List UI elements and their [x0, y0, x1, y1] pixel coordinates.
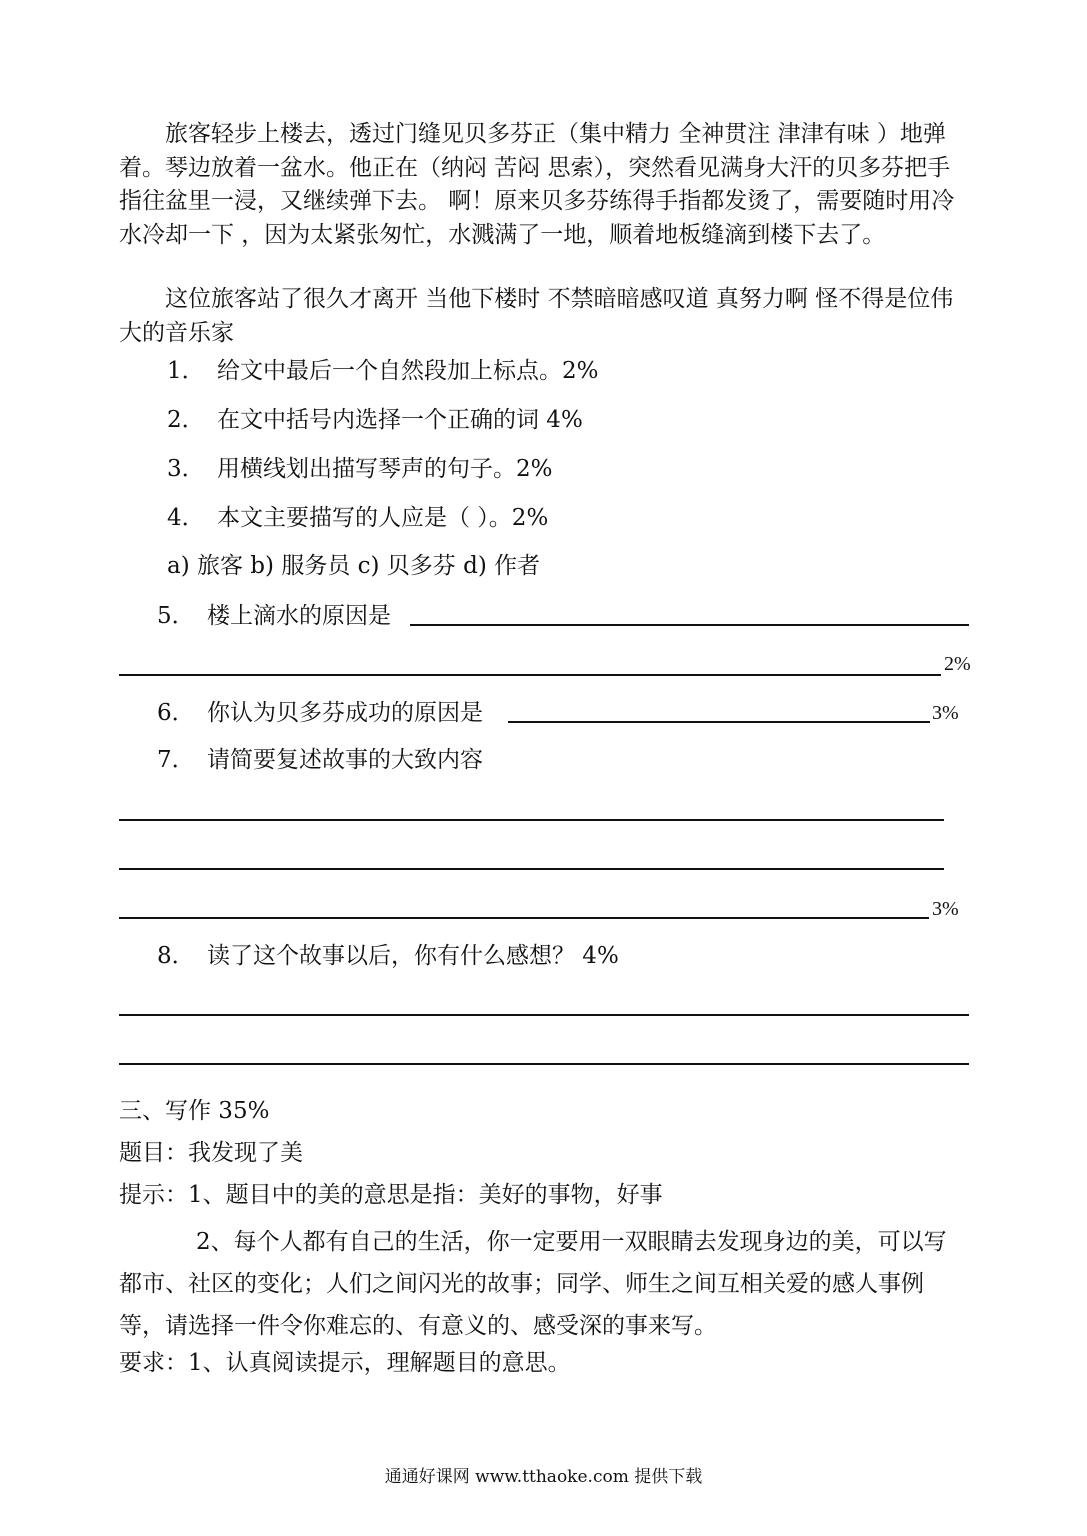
answer-line[interactable]: [119, 674, 941, 676]
answer-line[interactable]: [119, 868, 944, 870]
question-7: [157, 745, 483, 775]
question-4-options: a) 旅客 b) 服务员 c) 贝多芬 d) 作者: [167, 553, 541, 579]
passage-paragraph-2: 这位旅客站了很久才离开 当他下楼时 不禁暗暗感叹道 真努力啊 怪不得是位伟大的音乐家: [119, 286, 954, 346]
score-label: 3%: [932, 702, 959, 724]
question-text: 你认为贝多芬成功的原因是: [207, 700, 483, 726]
question-1: [167, 356, 599, 386]
question-number: 4．: [167, 505, 205, 531]
question-4: [167, 503, 548, 533]
question-text: 在文中括号内选择一个正确的词 4%: [217, 407, 583, 433]
footer: 通通好课网 www.tthaoke.com 提供下载: [384, 1467, 703, 1487]
question-6: [157, 698, 483, 728]
question-3: [167, 454, 553, 484]
question-text: 用横线划出描写琴声的句子。2%: [217, 456, 553, 482]
question-number: 1．: [167, 358, 205, 384]
writing-heading: 三、写作 35%: [119, 1098, 270, 1124]
passage-paragraph-1: 旅客轻步上楼去，透过门缝见贝多芬正（集中精力 全神贯注 津津有味 ）地弹着。琴边放着一盆水。他正在（纳闷 苦闷 思索），突然看见满身大汗的贝多芬把手指往盆里一浸，又继续弹下去。 啊！原来贝多芬练得手指都发烫了，需要随时用冷水冷却一下 ，因为太紧张匆忙，水溅满了一地，顺着地板缝滴到楼下去了。: [119, 121, 955, 248]
question-number: 3．: [167, 456, 205, 482]
answer-line[interactable]: [410, 624, 969, 626]
question-2: [167, 405, 583, 435]
writing-hint-2: 2、每个人都有自己的生活，你一定要用一双眼睛去发现身边的美，可以写都市、社区的变化；人们之间闪光的故事；同学、师生之间互相关爱的感人事例等，请选择一件令你难忘的、有意义的、感受深的事来写。: [119, 1229, 947, 1339]
answer-line[interactable]: [119, 1014, 969, 1016]
question-text: 给文中最后一个自然段加上标点。2%: [217, 358, 599, 384]
writing-title: 题目：我发现了美: [119, 1140, 303, 1166]
score-label: 2%: [944, 653, 971, 675]
writing-hint-1: 提示：1、题目中的美的意思是指：美好的事物，好事: [119, 1182, 663, 1208]
question-text: 本文主要描写的人应是（ ）。2%: [217, 505, 549, 531]
question-number: 6．: [157, 700, 195, 726]
answer-line[interactable]: [119, 819, 944, 821]
question-text: 楼上滴水的原因是: [207, 603, 391, 629]
question-number: 2．: [167, 407, 205, 433]
score-label: 3%: [932, 898, 959, 920]
answer-line[interactable]: [119, 917, 929, 919]
question-8: [157, 941, 619, 971]
answer-line[interactable]: [119, 1063, 969, 1065]
question-text: 请简要复述故事的大致内容: [207, 747, 483, 773]
writing-requirement-1: 要求：1、认真阅读提示，理解题目的意思。: [119, 1350, 571, 1376]
question-number: 5．: [157, 603, 195, 629]
question-number: 7．: [157, 747, 195, 773]
question-number: 8．: [157, 943, 195, 969]
question-5: [157, 601, 391, 631]
question-text: 读了这个故事以后，你有什么感想？ 4%: [207, 943, 619, 969]
answer-line[interactable]: [508, 721, 930, 723]
